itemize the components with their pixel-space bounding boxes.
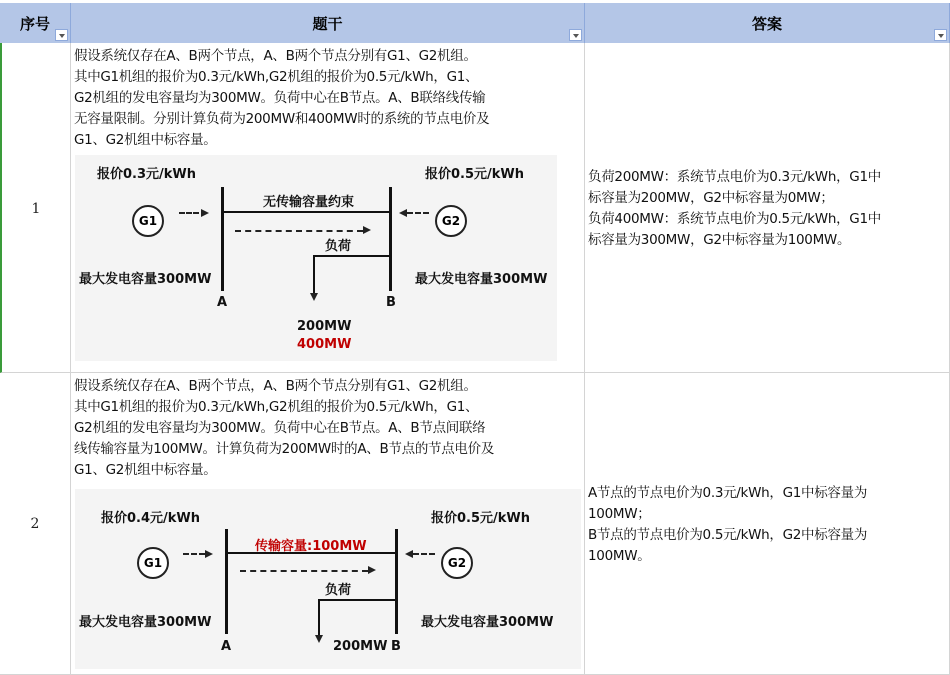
node-b: B — [386, 295, 396, 310]
header-answer-label: 答案 — [751, 15, 782, 33]
table-row-2-answer-cell[interactable] — [585, 373, 950, 675]
table-row-1-no-cell[interactable] — [0, 43, 71, 373]
load-value-1: 200MW — [333, 639, 388, 654]
bus-b — [389, 187, 392, 291]
bus-a — [221, 187, 224, 291]
load-value-2: 400MW — [297, 337, 352, 352]
filter-dropdown-icon[interactable] — [934, 29, 947, 41]
table-row-2-no-cell[interactable] — [0, 373, 71, 675]
arrow-left-icon — [405, 550, 413, 558]
dash-arrow-right — [407, 212, 429, 214]
line-label: 传输容量:100MW — [255, 539, 367, 554]
arrow-right-icon — [368, 566, 376, 574]
price-right: 报价0.5元/kWh — [425, 167, 525, 182]
header-question-label: 题干 — [312, 15, 343, 33]
load-label: 负荷 — [325, 239, 352, 254]
generator-g1-icon: G1 — [132, 205, 164, 237]
arrow-left-icon — [399, 209, 407, 217]
header-question[interactable] — [71, 3, 585, 43]
load-branch — [313, 255, 389, 257]
question-text: 假设系统仅存在A、B两个节点，A、B两个节点分别有G1、G2机组。 其中G1机组的报价为0.3元/kWh,G2机组的报价为0.5元/kWh，G1、 G2机组的发电容量均为300MW。负荷中心在B节点。A、B节点间联络 线传输容量为100MW。计算负荷为200MW时的A、B节点的节点电价及 G1、G2机组中标容量。 — [74, 378, 495, 478]
load-value-1: 200MW — [297, 319, 352, 334]
dash-arrow-left — [183, 553, 205, 555]
price-left: 报价0.3元/kWh — [97, 167, 197, 182]
header-no[interactable] — [0, 3, 71, 43]
row-number: 2 — [30, 516, 40, 532]
arrow-right-icon — [205, 550, 213, 558]
generator-g2-icon: G2 — [441, 547, 473, 579]
filter-dropdown-icon[interactable] — [569, 29, 582, 41]
price-right: 报价0.5元/kWh — [431, 511, 531, 526]
generator-g2-icon: G2 — [435, 205, 467, 237]
dash-arrow-right — [413, 553, 435, 555]
bus-b — [395, 529, 398, 634]
node-a: A — [217, 295, 228, 310]
header-no-label: 序号 — [19, 15, 50, 33]
answer-text: A节点的节点电价为0.3元/kWh，G1中标容量为 100MW； B节点的节点电价为0.5元/kWh，G2中标容量为 100MW。 — [588, 485, 868, 564]
arrow-down-icon — [315, 635, 323, 643]
node-a: A — [221, 639, 232, 654]
row-number: 1 — [31, 201, 41, 217]
answer-text: 负荷200MW：系统节点电价为0.3元/kWh，G1中 标容量为200MW，G2中标容量为0MW； 负荷400MW：系统节点电价为0.5元/kWh，G1中 标容量为300MW，G2中标容量为100MW。 — [588, 169, 881, 248]
flow-arrow — [240, 570, 368, 572]
header-answer[interactable] — [585, 3, 950, 43]
load-label: 负荷 — [325, 583, 352, 598]
load-drop — [318, 599, 320, 637]
tie-line — [224, 211, 389, 213]
line-label: 无传输容量约束 — [263, 195, 355, 210]
cap-left: 最大发电容量300MW — [79, 272, 212, 287]
price-left: 报价0.4元/kWh — [101, 511, 201, 526]
table-row-1-answer-cell[interactable] — [585, 43, 950, 373]
arrow-down-icon — [310, 293, 318, 301]
cap-right: 最大发电容量300MW — [421, 615, 554, 630]
cap-right: 最大发电容量300MW — [415, 272, 548, 287]
load-drop — [313, 255, 315, 295]
table-row-1-question-cell[interactable] — [71, 43, 585, 373]
arrow-right-icon — [201, 209, 209, 217]
load-branch — [318, 599, 395, 601]
bus-a — [225, 529, 228, 634]
circuit-diagram — [75, 489, 581, 669]
cap-left: 最大发电容量300MW — [79, 615, 212, 630]
arrow-right-icon — [363, 226, 371, 234]
flow-arrow — [235, 230, 363, 232]
dash-arrow-left — [179, 212, 199, 214]
table-row-2-question-cell[interactable] — [71, 373, 585, 675]
circuit-diagram — [75, 155, 557, 361]
filter-dropdown-icon[interactable] — [55, 29, 68, 41]
generator-g1-icon: G1 — [137, 547, 169, 579]
node-b: B — [391, 639, 401, 654]
question-text: 假设系统仅存在A、B两个节点，A、B两个节点分别有G1、G2机组。 其中G1机组的报价为0.3元/kWh,G2机组的报价为0.5元/kWh，G1、 G2机组的发电容量均为300MW。负荷中心在B节点。A、B联络线传输 无容量限制。分别计算负荷为200MW和400MW时的系统的节点电价及 G1、G2机组中标容量。 — [74, 48, 490, 148]
